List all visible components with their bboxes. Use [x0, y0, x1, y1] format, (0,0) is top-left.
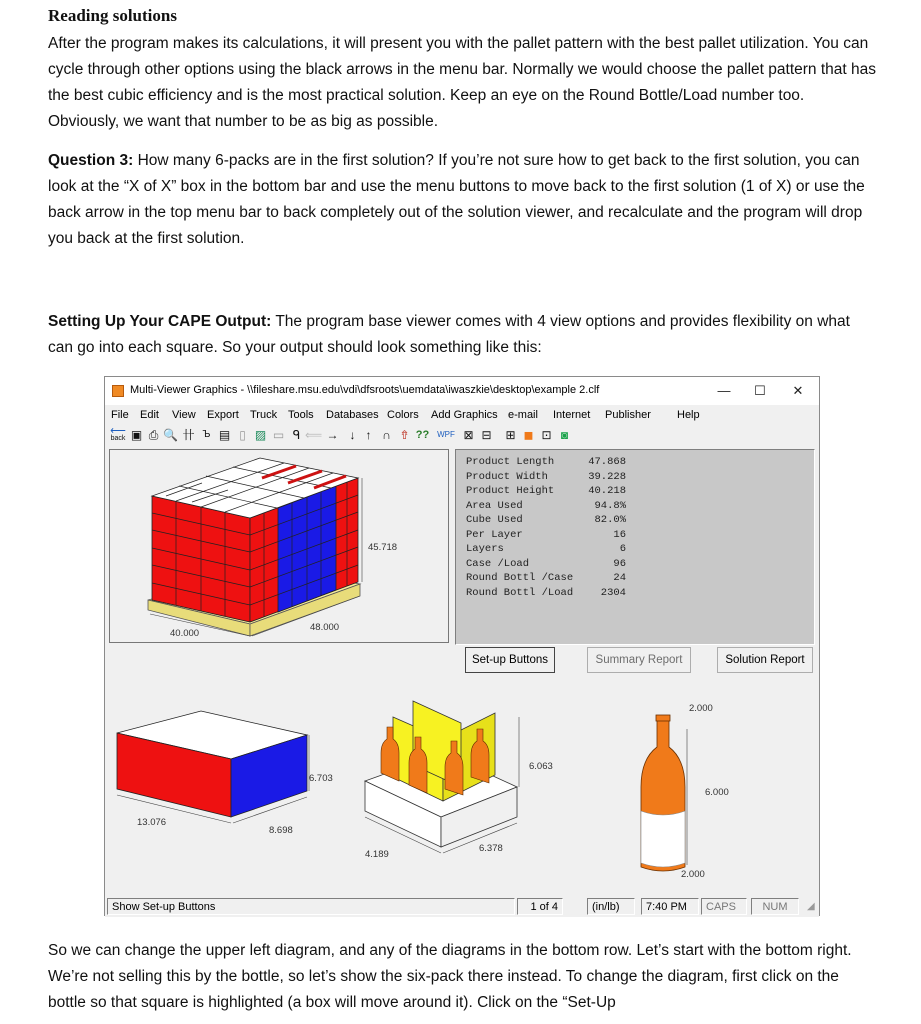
question-3-text: How many 6-packs are in the first solution? If you’re not sure how to get back to the first solution, you can look at the “X of X” box in the bottom bar and use the menu buttons to move back to the first solution (1 of X) or use the back arrow in the top menu bar to back completely out of the solution viewer, and recalculate and the program will drop you back at the first solution.	[48, 152, 865, 247]
menu-internet[interactable]: Internet	[553, 409, 591, 421]
prev-arrow-icon[interactable]: ⟸	[305, 428, 323, 442]
stat-value: 39.228	[588, 470, 626, 483]
summary-report-button[interactable]: Summary Report	[587, 647, 691, 673]
solution-report-button[interactable]: Solution Report	[717, 647, 813, 673]
stat-label: Area Used	[466, 499, 523, 512]
status-page: 1 of 4	[517, 898, 563, 915]
bottle-view[interactable]	[585, 677, 817, 895]
export-icon[interactable]: ◙	[560, 428, 569, 442]
report-alt-icon[interactable]: ⊟	[481, 428, 492, 442]
sixpack-length-label: 4.189	[365, 849, 389, 860]
stat-value: 47.868	[588, 456, 626, 468]
back-button[interactable]	[109, 427, 127, 443]
menu-export[interactable]: Export	[207, 409, 239, 421]
stat-value: 40.218	[588, 485, 626, 497]
print-icon[interactable]: ⎙	[148, 428, 159, 442]
bottle-cap	[656, 715, 670, 721]
pallet-length-label: 40.000	[170, 628, 200, 639]
case-diagram	[109, 677, 345, 895]
question-3-paragraph	[48, 148, 878, 252]
sixpack-height-label: 6.063	[529, 761, 553, 772]
minimize-button[interactable]: —	[717, 383, 731, 398]
menu-add-graphics[interactable]: Add Graphics	[431, 409, 498, 421]
menu-tools[interactable]: Tools	[288, 409, 314, 421]
stat-value: 2304	[600, 586, 626, 599]
layout-icon[interactable]: ⊡	[541, 428, 552, 442]
menu-edit[interactable]: Edit	[140, 409, 159, 421]
title-bar	[105, 377, 819, 405]
graphics-icon[interactable]: ◼	[523, 428, 534, 442]
document-icon[interactable]: ▤	[218, 428, 231, 442]
stat-value: 94.8%	[594, 499, 626, 512]
stats-panel	[455, 449, 815, 645]
bottle-label	[641, 811, 685, 867]
close-button[interactable]: ✕	[792, 383, 804, 398]
window-title: Multi-Viewer Graphics - \\fileshare.msu.edu\vdi\dfsroots\uemdata\iwaszkie\desktop\example 2.clf	[130, 384, 600, 396]
status-bar	[105, 897, 819, 917]
print-preview-icon[interactable]: 🔍	[163, 428, 178, 442]
menu-view[interactable]: View	[172, 409, 196, 421]
bottle-height-label: 6.000	[705, 787, 729, 798]
menu-truck[interactable]: Truck	[250, 409, 278, 421]
stat-value: 24	[613, 572, 626, 584]
stat-label: Cube Used	[466, 514, 523, 526]
menu-databases[interactable]: Databases	[326, 409, 379, 421]
chart-icon[interactable]: ▭	[272, 428, 285, 442]
menu-colors[interactable]: Colors	[387, 409, 419, 421]
help-icon[interactable]: ??	[415, 429, 430, 441]
menu-file[interactable]: File	[111, 409, 129, 421]
toolbar	[105, 425, 819, 447]
sixpack-diagram	[345, 677, 585, 895]
status-caps: CAPS	[701, 898, 747, 915]
setup-text: The program base viewer comes with 4 view options and provides flexibility on what can go into each square. So your output should look something like this:	[48, 313, 850, 356]
maximize-button[interactable]: ☐	[754, 383, 766, 398]
cape-window	[104, 376, 820, 916]
pallet-width-label: 48.000	[310, 622, 340, 633]
stack-icon[interactable]: 卄	[182, 428, 195, 442]
case-height-label: 6.703	[309, 773, 333, 784]
pallet-height-label: 45.718	[368, 542, 398, 553]
next-arrow-icon[interactable]: →	[326, 428, 339, 442]
question-3-label: Question 3:	[48, 152, 134, 169]
down-arrow-icon[interactable]: ↓	[349, 428, 356, 442]
status-units: (in/lb)	[587, 898, 635, 915]
pallet-view[interactable]	[109, 449, 449, 643]
setup-label: Setting Up Your CAPE Output:	[48, 313, 272, 330]
bottom-paragraph: So we can change the upper left diagram, and any of the diagrams in the bottom row. Let’s start with the bottom right. We’re not selling this by the bottle, so let’s show the six-pack there instead. To change the diagram, first click on the bottle so that square is highlighted (a box will move around it). Click on the “Set-Up	[48, 942, 852, 1011]
rotate-icon[interactable]: ∩	[382, 428, 391, 442]
save-icon[interactable]: ▣	[130, 428, 143, 442]
stat-label: Per Layer	[466, 528, 523, 541]
section-heading: Reading solutions	[48, 6, 177, 25]
status-hint: Show Set-up Buttons	[107, 898, 515, 915]
bottle-top-label: 2.000	[689, 703, 713, 714]
app-icon	[112, 385, 124, 397]
stat-label: Product Length	[466, 456, 555, 468]
stat-label: Layers	[466, 543, 504, 555]
stat-value: 82.0%	[594, 514, 626, 526]
menu-help[interactable]: Help	[677, 409, 700, 421]
menu-bar	[105, 405, 819, 425]
intro-paragraph: After the program makes its calculations, it will present you with the pallet pattern with the best pallet utilization. You can cycle through other options using the black arrows in the menu bar. Normally we would choose the pallet pattern that has the best cubic efficiency and is the most practical solution. Keep an eye on the Round Bottle/Load number too. Obviously, we want that number to be as big as possible.	[48, 35, 876, 130]
case-view[interactable]	[109, 677, 345, 895]
bottle-icon[interactable]: ⇮	[399, 428, 410, 442]
zoom-icon[interactable]: ᑫ	[292, 428, 301, 442]
status-time: 7:40 PM	[641, 898, 699, 915]
setup-paragraph	[48, 309, 878, 361]
text-icon[interactable]: Ъ	[202, 429, 211, 440]
sixpack-view[interactable]	[345, 677, 585, 895]
back-label: back	[110, 435, 126, 442]
setup-buttons-button[interactable]: Set-up Buttons	[465, 647, 555, 673]
stat-label: Product Height	[466, 485, 555, 497]
stat-label: Product Width	[466, 470, 548, 483]
stat-value: 96	[613, 557, 626, 570]
wpf-button[interactable]: WPF	[437, 430, 455, 439]
grid-icon[interactable]: ⊞	[505, 428, 516, 442]
stat-label: Round Bottl /Load	[466, 586, 574, 599]
case-width-label: 8.698	[269, 825, 293, 836]
case-length-label: 13.076	[137, 817, 167, 828]
status-num: NUM	[751, 898, 799, 915]
bottle-bottom-label: 2.000	[681, 869, 705, 880]
image-icon[interactable]: ▨	[254, 428, 267, 442]
stat-label: Case /Load	[466, 557, 530, 570]
back-arrow-icon: ⟵	[110, 425, 126, 437]
stat-label: Round Bottl /Case	[466, 572, 574, 584]
menu-email[interactable]: e-mail	[508, 409, 538, 421]
stat-value: 16	[613, 528, 626, 541]
pallet-diagram	[110, 450, 448, 642]
copy-icon[interactable]: ▯	[239, 428, 246, 442]
up-arrow-icon[interactable]: ↑	[365, 428, 372, 442]
sixpack-width-label: 6.378	[479, 843, 503, 854]
stat-value: 6	[619, 543, 626, 555]
menu-publisher[interactable]: Publisher	[605, 409, 651, 421]
resize-grip-icon[interactable]: ◢	[807, 901, 815, 912]
report-icon[interactable]: ⊠	[463, 428, 474, 442]
